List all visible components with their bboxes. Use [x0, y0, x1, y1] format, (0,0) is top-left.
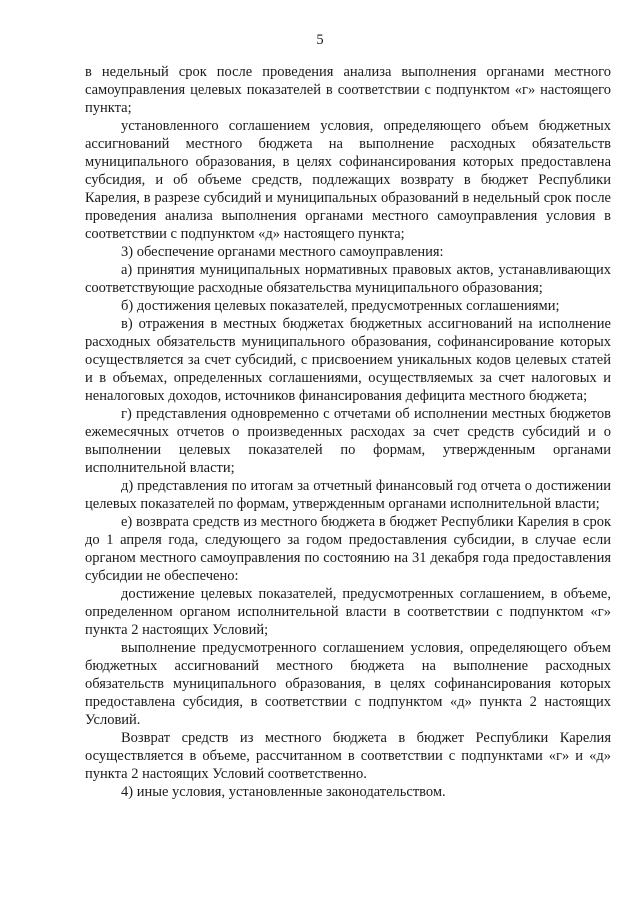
paragraph-subitem-e: е) возврата средств из местного бюджета в бюджет Республики Карелия в срок до 1 апреля года, следующего за годом предоставления субсидии, в случае если органом местного самоуправления по состоянию на 31 декабря года предоставления субсидии не обеспечено:: [85, 514, 611, 584]
paragraph-targets-achievement: достижение целевых показателей, предусмотренных соглашением, в объеме, определенном органом исполнительной власти в соответствии с подпунктом «г» пункта 2 настоящих Условий;: [85, 586, 611, 638]
paragraph-subitem-a: а) принятия муниципальных нормативных правовых актов, устанавливающих соответствующие расходные обязательства муниципального образования;: [85, 262, 611, 296]
paragraph-subitem-g: г) представления одновременно с отчетами об исполнении местных бюджетов ежемесячных отчетов о произведенных расходах за счет средств субсидий и о выполнении целевых показателей по формам, утвержденным органами исполнительной власти;: [85, 406, 611, 476]
document-body: [85, 63, 611, 801]
paragraph-item-3: 3) обеспечение органами местного самоуправления:: [121, 244, 444, 260]
paragraph-refund: Возврат средств из местного бюджета в бюджет Республики Карелия осуществляется в объеме, рассчитанном в соответствии с подпунктами «г» и «д» пункта 2 настоящих Условий соответственно.: [85, 730, 611, 782]
paragraph-condition-fulfillment: выполнение предусмотренного соглашением условия, определяющего объем бюджетных ассигнований местного бюджета на выполнение расходных обязательств муниципального образования, в целях софинансирования которых предоставлена субсидия, в соответствии с подпунктом «д» пункта 2 настоящих Условий.: [85, 640, 611, 728]
paragraph-subitem-d: д) представления по итогам за отчетный финансовый год отчета о достижении целевых показателей по формам, утвержденным органами исполнительной власти;: [85, 478, 611, 512]
paragraph-continuation: в недельный срок после проведения анализа выполнения органами местного самоуправления целевых показателей в соответствии с подпунктом «г» настоящего пункта;: [85, 64, 611, 116]
paragraph-item-4: 4) иные условия, установленные законодательством.: [121, 784, 446, 800]
paragraph-subitem-v: в) отражения в местных бюджетах бюджетных ассигнований на исполнение расходных обязательств муниципального образования, софинансирование которых осуществляется за счет субсидий, с присвоением уникальных кодов целевых статей и в объемах, определенных соглашениями, осуществляемых за счет налоговых и неналоговых доходов, источников финансирования дефицита местного бюджета;: [85, 316, 611, 404]
paragraph-subitem-b: б) достижения целевых показателей, предусмотренных соглашениями;: [121, 298, 560, 314]
paragraph-budget-condition: установленного соглашением условия, определяющего объем бюджетных ассигнований местного бюджета на выполнение расходных обязательств муниципального образования, в целях софинансирования которых предоставлена субсидия, и об объеме средств, подлежащих возврату в бюджет Республики Карелия, в разрезе субсидий и муниципальных образований в недельный срок после проведения анализа выполнения органами местного самоуправления условия в соответствии с подпунктом «д» настоящего пункта;: [85, 118, 611, 242]
page-number: 5: [316, 32, 324, 48]
